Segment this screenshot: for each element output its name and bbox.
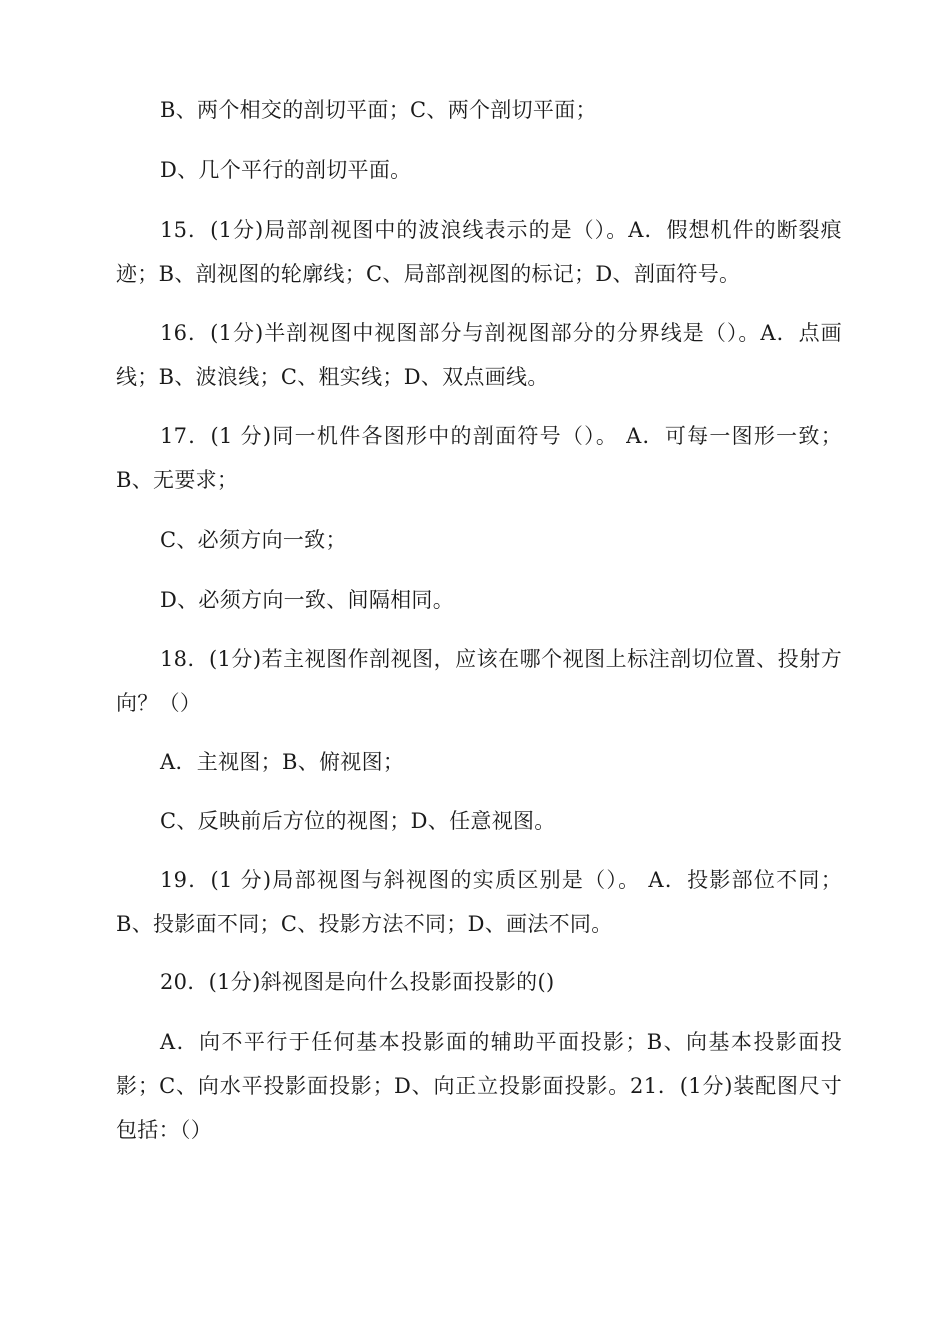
paragraph-option-18cd: C、反映前后方位的视图；D、任意视图。 [160,809,556,833]
paragraph-option-bc: B、两个相交的剖切平面；C、两个剖切平面； [160,98,597,122]
paragraph-question-20: 20．(1分)斜视图是向什么投影面投影的() [160,970,555,994]
paragraph-option-17d: D、必须方向一致、间隔相同。 [160,588,455,612]
paragraph-question-16: 16．(1分)半剖视图中视图部分与剖视图部分的分界线是（）。A．点画线；B、波浪线；C、粗实线；D、双点画线。 [116,321,842,389]
paragraph-option-18ab: A．主视图；B、俯视图； [160,750,405,774]
paragraph-option-d: D、几个平行的剖切平面。 [160,158,412,182]
paragraph-question-19: 19．(1 分)局部视图与斜视图的实质区别是（）。 A．投影部位不同；B、投影面不同；C、投影方法不同；D、画法不同。 [116,868,842,936]
paragraph-option-17c: C、必须方向一致； [160,528,347,552]
paragraph-question-17: 17．(1 分)同一机件各图形中的剖面符号（）。 A．可每一图形一致；B、无要求； [116,424,842,492]
paragraph-question-15: 15．(1分)局部剖视图中的波浪线表示的是（）。A．假想机件的断裂痕迹；B、剖视图的轮廓线；C、局部剖视图的标记；D、剖面符号。 [116,218,842,286]
paragraph-question-18: 18．(1分)若主视图作剖视图，应该在哪个视图上标注剖切位置、投射方向？（） [116,647,842,715]
paragraph-option-20-and-21: A．向不平行于任何基本投影面的辅助平面投影；B、向基本投影面投影；C、向水平投影面投影；D、向正立投影面投影。21．(1分)装配图尺寸包括：（） [116,1030,842,1142]
